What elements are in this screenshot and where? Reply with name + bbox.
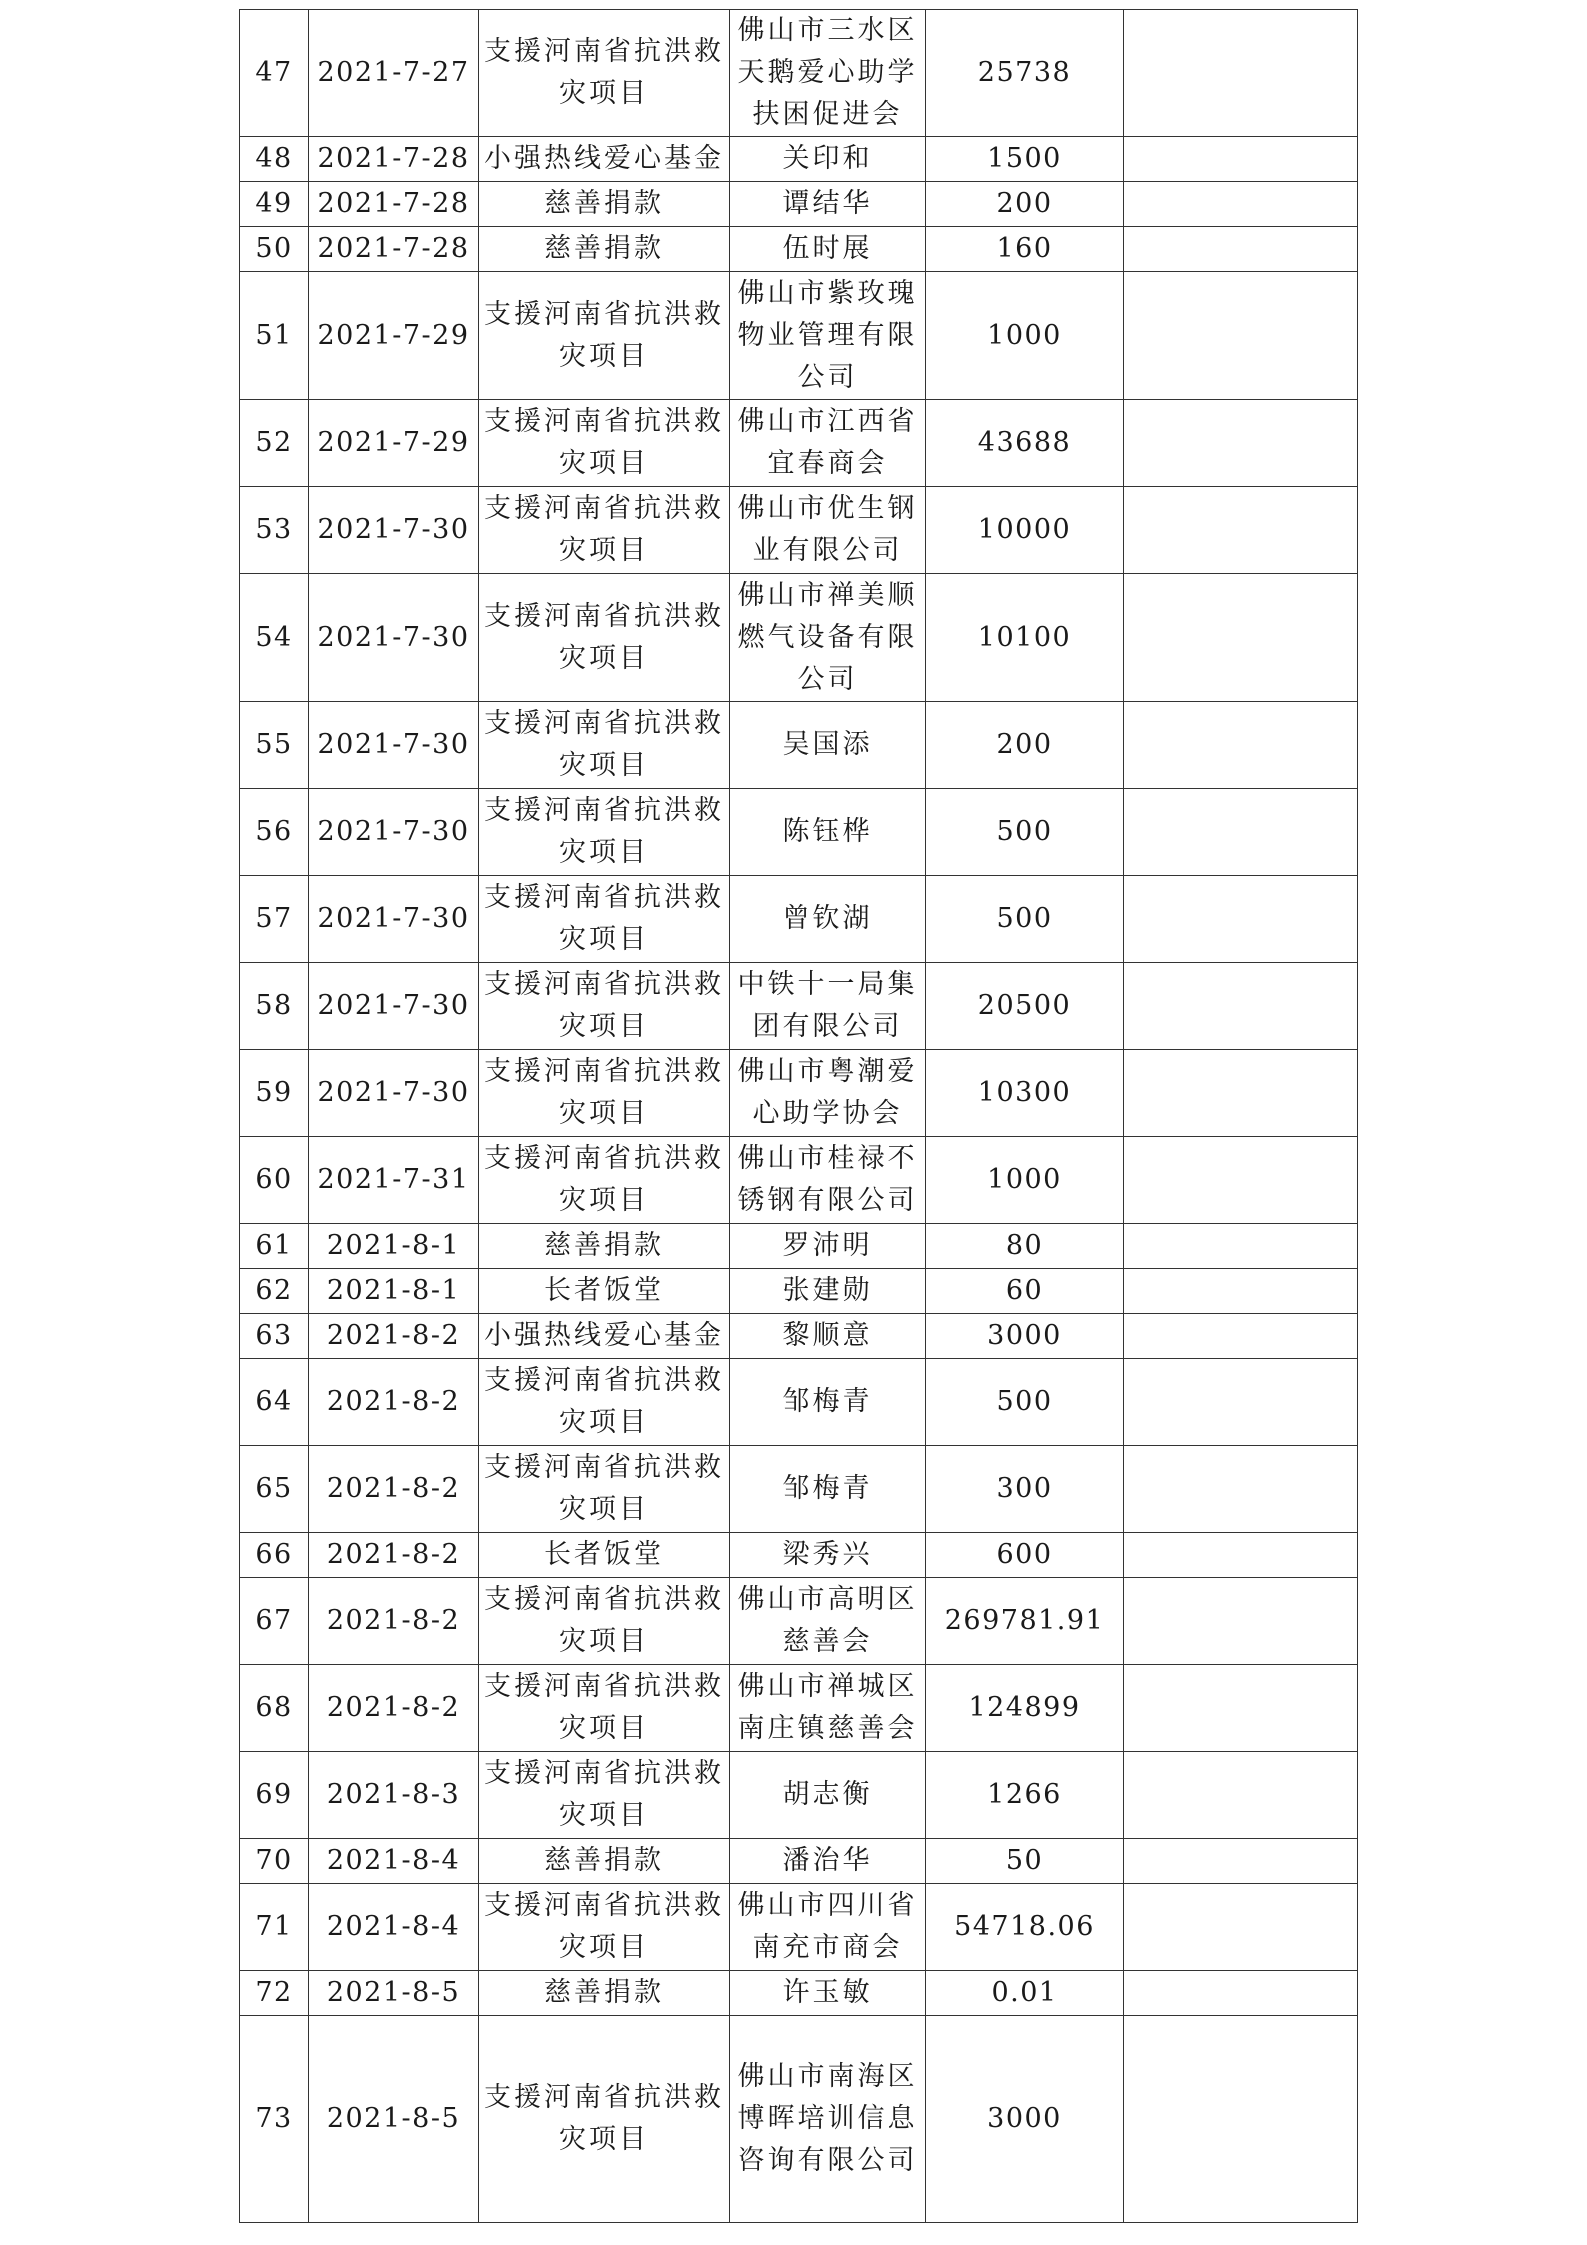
table-row xyxy=(240,1359,1358,1446)
donation-amount: 1266 xyxy=(926,1752,1124,1839)
project-name: 支援河南省抗洪救灾项目 xyxy=(479,1884,730,1971)
remarks-cell xyxy=(1124,1224,1358,1269)
project-name: 支援河南省抗洪救灾项目 xyxy=(479,1137,730,1224)
project-name: 支援河南省抗洪救灾项目 xyxy=(479,702,730,789)
table-row xyxy=(240,137,1358,182)
table-row xyxy=(240,1839,1358,1884)
remarks-cell xyxy=(1124,574,1358,702)
donation-date: 2021-8-2 xyxy=(309,1314,479,1359)
donation-date: 2021-7-28 xyxy=(309,227,479,272)
donation-amount: 10300 xyxy=(926,1050,1124,1137)
table-row xyxy=(240,182,1358,227)
donation-amount: 3000 xyxy=(926,2016,1124,2223)
remarks-cell xyxy=(1124,876,1358,963)
donor-name: 佛山市桂禄不锈钢有限公司 xyxy=(730,1137,926,1224)
table-row xyxy=(240,2016,1358,2223)
project-name: 支援河南省抗洪救灾项目 xyxy=(479,272,730,400)
donor-name: 佛山市江西省宜春商会 xyxy=(730,400,926,487)
project-name: 支援河南省抗洪救灾项目 xyxy=(479,2016,730,2223)
row-number: 59 xyxy=(240,1050,309,1137)
remarks-cell xyxy=(1124,1359,1358,1446)
row-number: 50 xyxy=(240,227,309,272)
donation-date: 2021-8-5 xyxy=(309,1971,479,2016)
project-name: 慈善捐款 xyxy=(479,1839,730,1884)
donor-name: 佛山市禅美顺燃气设备有限公司 xyxy=(730,574,926,702)
row-number: 71 xyxy=(240,1884,309,1971)
donor-name: 伍时展 xyxy=(730,227,926,272)
row-number: 68 xyxy=(240,1665,309,1752)
donor-name: 胡志衡 xyxy=(730,1752,926,1839)
table-row xyxy=(240,963,1358,1050)
donation-date: 2021-8-3 xyxy=(309,1752,479,1839)
donation-amount: 500 xyxy=(926,789,1124,876)
donation-table xyxy=(239,9,1358,2223)
remarks-cell xyxy=(1124,1971,1358,2016)
row-number: 54 xyxy=(240,574,309,702)
project-name: 支援河南省抗洪救灾项目 xyxy=(479,963,730,1050)
donation-table-body xyxy=(240,10,1358,2223)
donation-amount: 160 xyxy=(926,227,1124,272)
remarks-cell xyxy=(1124,2016,1358,2223)
donor-name: 梁秀兴 xyxy=(730,1533,926,1578)
donor-name: 佛山市三水区天鹅爱心助学扶困促进会 xyxy=(730,10,926,137)
row-number: 56 xyxy=(240,789,309,876)
donor-name: 罗沛明 xyxy=(730,1224,926,1269)
table-row xyxy=(240,574,1358,702)
donation-amount: 10000 xyxy=(926,487,1124,574)
remarks-cell xyxy=(1124,1884,1358,1971)
project-name: 支援河南省抗洪救灾项目 xyxy=(479,1752,730,1839)
table-row xyxy=(240,1224,1358,1269)
project-name: 支援河南省抗洪救灾项目 xyxy=(479,1665,730,1752)
donation-amount: 20500 xyxy=(926,963,1124,1050)
remarks-cell xyxy=(1124,272,1358,400)
remarks-cell xyxy=(1124,1578,1358,1665)
donation-amount: 124899 xyxy=(926,1665,1124,1752)
donor-name: 邹梅青 xyxy=(730,1446,926,1533)
donor-name: 黎顺意 xyxy=(730,1314,926,1359)
row-number: 72 xyxy=(240,1971,309,2016)
donation-date: 2021-7-30 xyxy=(309,1050,479,1137)
donation-amount: 500 xyxy=(926,1359,1124,1446)
project-name: 支援河南省抗洪救灾项目 xyxy=(479,1050,730,1137)
donation-date: 2021-7-28 xyxy=(309,182,479,227)
remarks-cell xyxy=(1124,137,1358,182)
row-number: 47 xyxy=(240,10,309,137)
donation-amount: 500 xyxy=(926,876,1124,963)
donation-date: 2021-7-30 xyxy=(309,702,479,789)
donation-amount: 1000 xyxy=(926,1137,1124,1224)
project-name: 长者饭堂 xyxy=(479,1533,730,1578)
remarks-cell xyxy=(1124,182,1358,227)
donation-date: 2021-8-5 xyxy=(309,2016,479,2223)
project-name: 小强热线爱心基金 xyxy=(479,1314,730,1359)
row-number: 70 xyxy=(240,1839,309,1884)
row-number: 64 xyxy=(240,1359,309,1446)
donor-name: 佛山市优生钢业有限公司 xyxy=(730,487,926,574)
remarks-cell xyxy=(1124,702,1358,789)
donor-name: 谭结华 xyxy=(730,182,926,227)
table-row xyxy=(240,1314,1358,1359)
donation-date: 2021-8-2 xyxy=(309,1578,479,1665)
remarks-cell xyxy=(1124,1665,1358,1752)
table-row xyxy=(240,1050,1358,1137)
project-name: 支援河南省抗洪救灾项目 xyxy=(479,400,730,487)
row-number: 60 xyxy=(240,1137,309,1224)
row-number: 66 xyxy=(240,1533,309,1578)
project-name: 慈善捐款 xyxy=(479,227,730,272)
table-row xyxy=(240,272,1358,400)
project-name: 支援河南省抗洪救灾项目 xyxy=(479,1578,730,1665)
project-name: 慈善捐款 xyxy=(479,182,730,227)
donation-amount: 10100 xyxy=(926,574,1124,702)
table-row xyxy=(240,1446,1358,1533)
remarks-cell xyxy=(1124,1137,1358,1224)
donor-name: 邹梅青 xyxy=(730,1359,926,1446)
table-row xyxy=(240,876,1358,963)
remarks-cell xyxy=(1124,487,1358,574)
project-name: 支援河南省抗洪救灾项目 xyxy=(479,1446,730,1533)
donor-name: 佛山市四川省南充市商会 xyxy=(730,1884,926,1971)
donor-name: 张建勋 xyxy=(730,1269,926,1314)
project-name: 支援河南省抗洪救灾项目 xyxy=(479,487,730,574)
donor-name: 陈钰桦 xyxy=(730,789,926,876)
row-number: 73 xyxy=(240,2016,309,2223)
remarks-cell xyxy=(1124,400,1358,487)
row-number: 55 xyxy=(240,702,309,789)
row-number: 61 xyxy=(240,1224,309,1269)
donation-date: 2021-7-31 xyxy=(309,1137,479,1224)
donation-date: 2021-8-2 xyxy=(309,1359,479,1446)
remarks-cell xyxy=(1124,1446,1358,1533)
donation-amount: 54718.06 xyxy=(926,1884,1124,1971)
donation-amount: 0.01 xyxy=(926,1971,1124,2016)
donor-name: 佛山市高明区慈善会 xyxy=(730,1578,926,1665)
project-name: 支援河南省抗洪救灾项目 xyxy=(479,1359,730,1446)
table-row xyxy=(240,227,1358,272)
donor-name: 佛山市禅城区南庄镇慈善会 xyxy=(730,1665,926,1752)
row-number: 57 xyxy=(240,876,309,963)
donation-date: 2021-7-29 xyxy=(309,272,479,400)
table-row xyxy=(240,1137,1358,1224)
donation-date: 2021-7-30 xyxy=(309,487,479,574)
table-row xyxy=(240,1533,1358,1578)
table-row xyxy=(240,400,1358,487)
donor-name: 许玉敏 xyxy=(730,1971,926,2016)
row-number: 52 xyxy=(240,400,309,487)
remarks-cell xyxy=(1124,1533,1358,1578)
row-number: 51 xyxy=(240,272,309,400)
donor-name: 曾钦湖 xyxy=(730,876,926,963)
donation-date: 2021-7-30 xyxy=(309,963,479,1050)
project-name: 支援河南省抗洪救灾项目 xyxy=(479,10,730,137)
table-row xyxy=(240,1269,1358,1314)
row-number: 53 xyxy=(240,487,309,574)
row-number: 69 xyxy=(240,1752,309,1839)
donation-amount: 200 xyxy=(926,182,1124,227)
donor-name: 佛山市紫玫瑰物业管理有限公司 xyxy=(730,272,926,400)
donation-amount: 3000 xyxy=(926,1314,1124,1359)
remarks-cell xyxy=(1124,1269,1358,1314)
donation-amount: 60 xyxy=(926,1269,1124,1314)
donor-name: 关印和 xyxy=(730,137,926,182)
remarks-cell xyxy=(1124,10,1358,137)
donation-amount: 50 xyxy=(926,1839,1124,1884)
table-row xyxy=(240,1578,1358,1665)
remarks-cell xyxy=(1124,1839,1358,1884)
table-row xyxy=(240,1971,1358,2016)
row-number: 58 xyxy=(240,963,309,1050)
donation-amount: 300 xyxy=(926,1446,1124,1533)
donation-date: 2021-7-29 xyxy=(309,400,479,487)
donation-amount: 25738 xyxy=(926,10,1124,137)
table-row xyxy=(240,1665,1358,1752)
remarks-cell xyxy=(1124,789,1358,876)
donation-date: 2021-7-30 xyxy=(309,789,479,876)
donation-date: 2021-8-1 xyxy=(309,1224,479,1269)
row-number: 67 xyxy=(240,1578,309,1665)
remarks-cell xyxy=(1124,1050,1358,1137)
table-row xyxy=(240,702,1358,789)
project-name: 支援河南省抗洪救灾项目 xyxy=(479,876,730,963)
donor-name: 潘治华 xyxy=(730,1839,926,1884)
donation-amount: 600 xyxy=(926,1533,1124,1578)
donation-date: 2021-8-2 xyxy=(309,1665,479,1752)
donation-amount: 1000 xyxy=(926,272,1124,400)
donor-name: 吴国添 xyxy=(730,702,926,789)
remarks-cell xyxy=(1124,963,1358,1050)
project-name: 慈善捐款 xyxy=(479,1224,730,1269)
table-row xyxy=(240,10,1358,137)
donation-date: 2021-7-30 xyxy=(309,574,479,702)
donation-date: 2021-8-4 xyxy=(309,1884,479,1971)
remarks-cell xyxy=(1124,227,1358,272)
project-name: 支援河南省抗洪救灾项目 xyxy=(479,789,730,876)
donation-date: 2021-8-1 xyxy=(309,1269,479,1314)
donation-amount: 200 xyxy=(926,702,1124,789)
row-number: 65 xyxy=(240,1446,309,1533)
project-name: 慈善捐款 xyxy=(479,1971,730,2016)
table-row xyxy=(240,1884,1358,1971)
table-row xyxy=(240,1752,1358,1839)
donation-amount: 80 xyxy=(926,1224,1124,1269)
table-row xyxy=(240,789,1358,876)
donation-date: 2021-7-30 xyxy=(309,876,479,963)
remarks-cell xyxy=(1124,1314,1358,1359)
donor-name: 佛山市南海区博晖培训信息咨询有限公司 xyxy=(730,2016,926,2223)
row-number: 62 xyxy=(240,1269,309,1314)
donation-amount: 1500 xyxy=(926,137,1124,182)
donation-date: 2021-8-2 xyxy=(309,1446,479,1533)
donation-date: 2021-7-28 xyxy=(309,137,479,182)
row-number: 49 xyxy=(240,182,309,227)
donation-amount: 43688 xyxy=(926,400,1124,487)
project-name: 长者饭堂 xyxy=(479,1269,730,1314)
table-row xyxy=(240,487,1358,574)
donation-date: 2021-8-4 xyxy=(309,1839,479,1884)
remarks-cell xyxy=(1124,1752,1358,1839)
donor-name: 佛山市粤潮爱心助学协会 xyxy=(730,1050,926,1137)
project-name: 支援河南省抗洪救灾项目 xyxy=(479,574,730,702)
project-name: 小强热线爱心基金 xyxy=(479,137,730,182)
donor-name: 中铁十一局集团有限公司 xyxy=(730,963,926,1050)
donation-date: 2021-8-2 xyxy=(309,1533,479,1578)
donation-amount: 269781.91 xyxy=(926,1578,1124,1665)
row-number: 63 xyxy=(240,1314,309,1359)
row-number: 48 xyxy=(240,137,309,182)
donation-date: 2021-7-27 xyxy=(309,10,479,137)
